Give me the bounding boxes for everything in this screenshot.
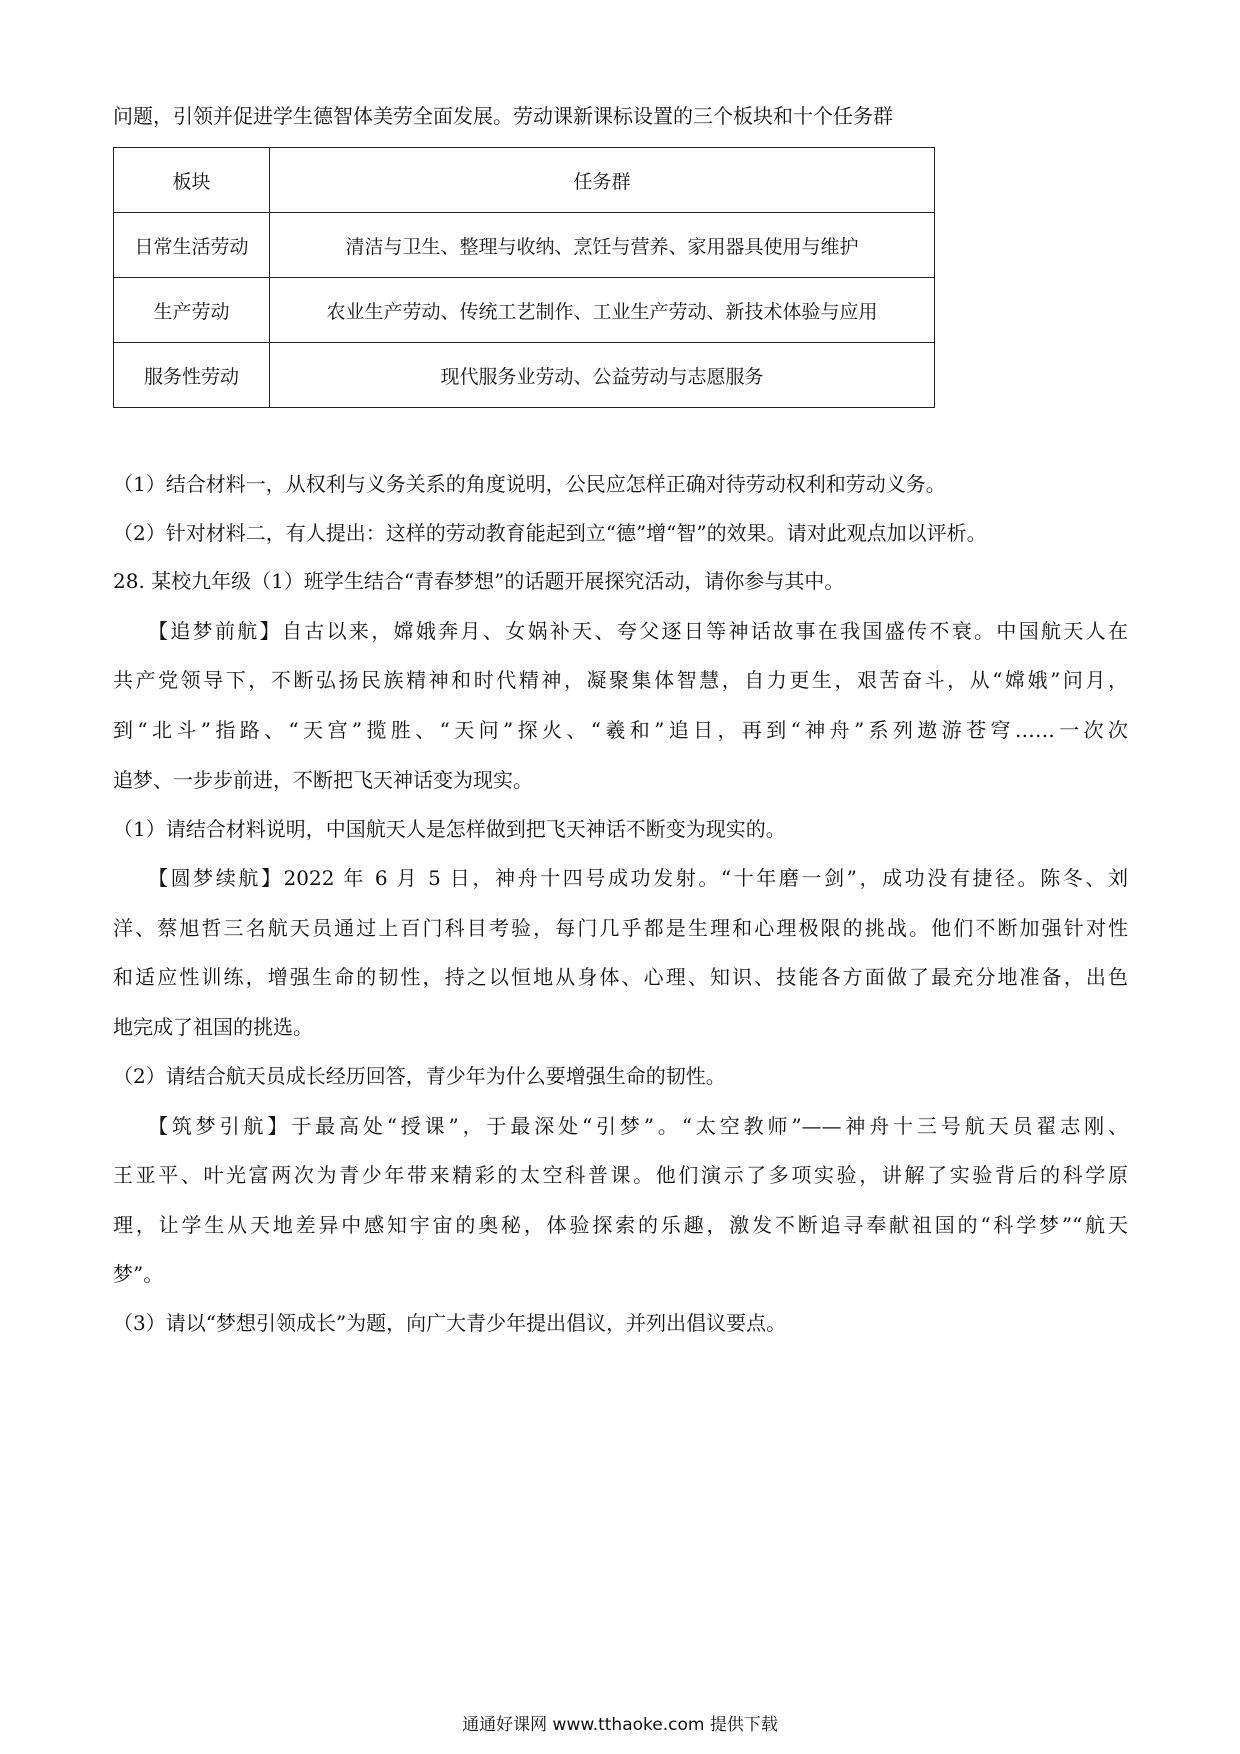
- q28-stem: 28. 某校九年级（1）班学生结合“青春梦想”的话题开展探究活动，请你参与其中。: [113, 569, 845, 593]
- table-cell: 服务性劳动: [114, 343, 270, 408]
- paragraph-line: 理，让学生从天地差异中感知宇宙的奥秘，体验探索的乐趣，激发不断追寻奉献祖国的“科学梦”“航天: [113, 1213, 1128, 1237]
- page-footer: 通通好课网 www.tthaoke.com 提供下载: [462, 1715, 778, 1735]
- paragraph-line: 梦”。: [113, 1262, 164, 1286]
- table-header-row: [114, 148, 935, 213]
- table-cell: 清洁与卫生、整理与收纳、烹饪与营养、家用器具使用与维护: [270, 213, 935, 278]
- paragraph-line: 共产党领导下，不断弘扬民族精神和时代精神，凝聚集体智慧，自力更生，艰苦奋斗，从“嫦娥”问月，: [113, 668, 1128, 692]
- paragraph-line: 追梦、一步步前进，不断把飞天神话变为现实。: [113, 768, 533, 792]
- table-cell: 现代服务业劳动、公益劳动与志愿服务: [270, 343, 935, 408]
- table-cell: 生产劳动: [114, 278, 270, 343]
- q27-subquestion-2: （2）针对材料二，有人提出：这样的劳动教育能起到立“德”增“智”的效果。请对此观点加以评析。: [113, 521, 987, 545]
- table-row: [114, 278, 935, 343]
- table-row: [114, 213, 935, 278]
- table-cell: 日常生活劳动: [114, 213, 270, 278]
- paragraph-line: 洋、蔡旭哲三名航天员通过上百门科目考验，每门几乎都是生理和心理极限的挑战。他们不断加强针对性: [113, 916, 1128, 940]
- paragraph-line: 和适应性训练，增强生命的韧性，持之以恒地从身体、心理、知识、技能各方面做了最充分地准备，出色: [113, 965, 1128, 989]
- paragraph-line: 王亚平、叶光富两次为青少年带来精彩的太空科普课。他们演示了多项实验，讲解了实验背后的科学原: [113, 1163, 1128, 1187]
- intro-line: 问题，引领并促进学生德智体美劳全面发展。劳动课新课标设置的三个板块和十个任务群: [113, 104, 893, 128]
- q28-subquestion-2: （2）请结合航天员成长经历回答，青少年为什么要增强生命的韧性。: [113, 1064, 726, 1088]
- paragraph-line: 到“北斗”指路、“天宫”揽胜、“天问”探火、“羲和”追日，再到“神舟”系列遨游苍穹……一次次: [113, 718, 1128, 742]
- paragraph-line: 【筑梦引航】于最高处“授课”，于最深处“引梦”。“太空教师”——神舟十三号航天员翟志刚、: [148, 1114, 1128, 1138]
- q28-subquestion-3: （3）请以“梦想引领成长”为题，向广大青少年提出倡议，并列出倡议要点。: [113, 1311, 787, 1335]
- table-row: [114, 343, 935, 408]
- paragraph-line: 地完成了祖国的挑选。: [113, 1015, 313, 1039]
- table-header-cell: 板块: [114, 148, 270, 213]
- paragraph-line: 【追梦前航】自古以来，嫦娥奔月、女娲补天、夸父逐日等神话故事在我国盛传不衰。中国航天人在: [148, 619, 1128, 643]
- table-cell: 农业生产劳动、传统工艺制作、工业生产劳动、新技术体验与应用: [270, 278, 935, 343]
- labor-curriculum-table: [113, 147, 935, 408]
- q27-subquestion-1: （1）结合材料一，从权利与义务关系的角度说明，公民应怎样正确对待劳动权利和劳动义务。: [113, 472, 946, 496]
- table-header-cell: 任务群: [270, 148, 935, 213]
- paragraph-line: 【圆梦续航】2022 年 6 月 5 日，神舟十四号成功发射。“十年磨一剑”，成功没有捷径。陈冬、刘: [148, 866, 1128, 890]
- q28-subquestion-1: （1）请结合材料说明，中国航天人是怎样做到把飞天神话不断变为现实的。: [113, 817, 786, 841]
